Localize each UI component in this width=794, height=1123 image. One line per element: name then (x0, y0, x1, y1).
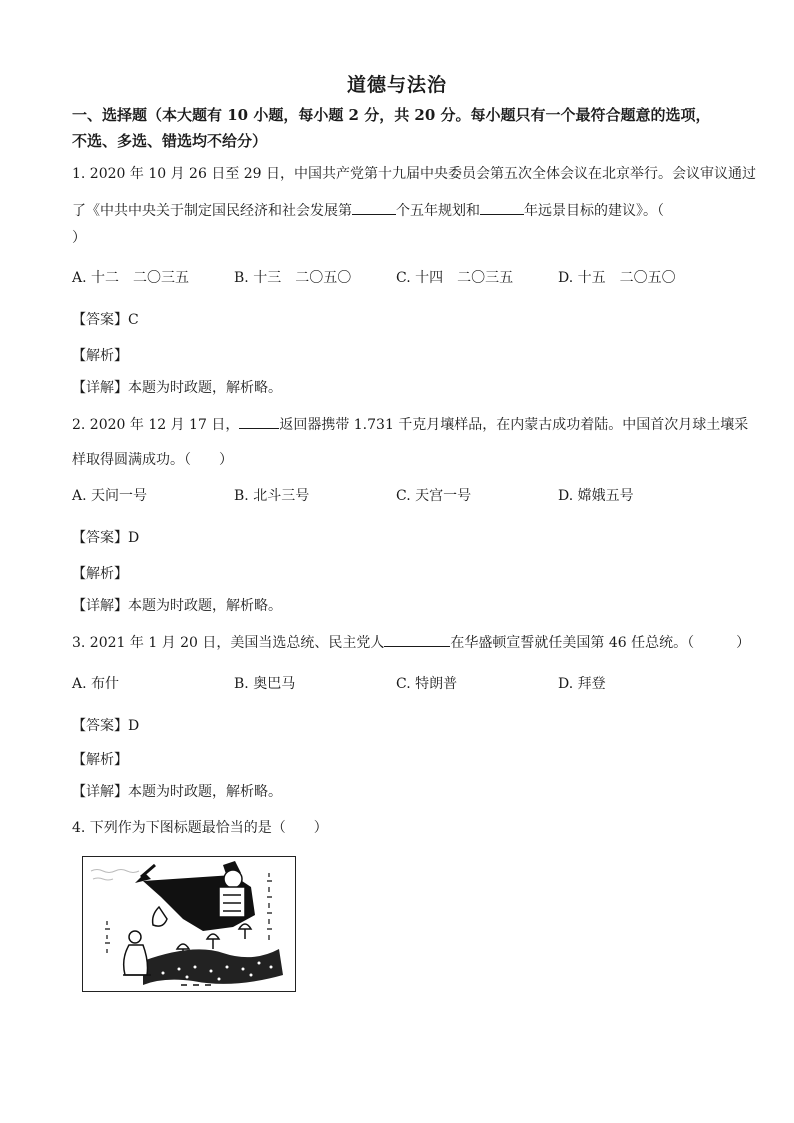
detail-label: 【详解】 (72, 598, 128, 614)
q2-stem-part-b: 返回器携带 1.731 千克月壤样品，在内蒙古成功着陆。中国首次月球土壤采 (279, 417, 749, 433)
q3-option-c[interactable]: C. 特朗普 (396, 676, 458, 692)
q3-answer-value: D (128, 718, 140, 734)
q1-answer (72, 310, 732, 330)
q2-answer-value: D (128, 530, 140, 546)
q1-stem-part-c: 年远景目标的建议》。（ (524, 203, 664, 219)
q1-blank-1 (352, 200, 396, 215)
q1-option-a[interactable]: A. 十二 二〇三五 (72, 270, 190, 286)
q1-stem-part-b: 个五年规划和 (396, 203, 480, 219)
page-title: 道德与法治 (346, 74, 447, 96)
q2-option-a[interactable]: A. 天问一号 (72, 488, 148, 504)
section-heading-line1: 一、选择题（本大题有 10 小题，每小题 2 分，共 20 分。每小题只有一个最符合题意的选项， (72, 106, 711, 124)
q1-option-d[interactable]: D. 十五 二〇五〇 (558, 270, 676, 286)
q3-option-a[interactable]: A. 布什 (72, 676, 120, 692)
answer-label: 【答案】 (72, 530, 128, 546)
q1-detail (72, 378, 732, 398)
q1-stem-part-a: 了《中共中央关于制定国民经济和社会发展第 (72, 203, 352, 219)
q3-blank (384, 632, 450, 647)
q3-analysis-label: 【解析】 (72, 752, 128, 768)
q2-stem-part-a: 2. 2020 年 12 月 17 日， (72, 417, 240, 433)
section-heading-line2: 不选、多选、错选均不给分） (72, 132, 268, 150)
q2-detail-text: 本题为时政题，解析略。 (128, 598, 282, 614)
q3-detail-text: 本题为时政题，解析略。 (128, 784, 282, 800)
q3-stem-line1 (72, 632, 751, 653)
q3-detail (72, 782, 732, 802)
q2-detail (72, 596, 732, 616)
q2-option-b[interactable]: B. 北斗三号 (234, 488, 310, 504)
answer-label: 【答案】 (72, 718, 128, 734)
q2-analysis-label: 【解析】 (72, 566, 128, 582)
q1-stem-line1: 1. 2020 年 10 月 26 日至 29 日，中国共产党第十九届中央委员会第五次全体会议在北京举行。会议审议通过 (72, 166, 757, 182)
q2-stem-line1 (72, 414, 749, 435)
q2-answer (72, 528, 732, 548)
q1-option-b[interactable]: B. 十三 二〇五〇 (234, 270, 352, 286)
q2-stem-line2: 样取得圆满成功。（ ） (72, 452, 233, 468)
cartoon-drawing (83, 857, 295, 991)
q2-blank (239, 414, 279, 429)
detail-label: 【详解】 (72, 784, 128, 800)
q1-stem-line3: ） (72, 230, 86, 246)
q3-stem-part-a: 3. 2021 年 1 月 20 日，美国当选总统、民主党人 (72, 635, 385, 651)
detail-label: 【详解】 (72, 380, 128, 396)
q2-option-c[interactable]: C. 天宫一号 (396, 488, 472, 504)
q2-option-d[interactable]: D. 嫦娥五号 (558, 488, 634, 504)
q1-blank-2 (480, 200, 524, 215)
q3-answer (72, 716, 732, 736)
q1-analysis-label: 【解析】 (72, 348, 128, 364)
q1-option-c[interactable]: C. 十四 二〇三五 (396, 270, 514, 286)
q1-detail-text: 本题为时政题，解析略。 (128, 380, 282, 396)
q4-stem-line1: 4. 下列作为下图标题最恰当的是（ ） (72, 820, 328, 836)
q3-option-d[interactable]: D. 拜登 (558, 676, 606, 692)
cartoon-illustration (82, 856, 296, 992)
q3-option-b[interactable]: B. 奥巴马 (234, 676, 296, 692)
q1-stem-line2 (72, 200, 732, 221)
q3-stem-part-b: 在华盛顿宣誓就任美国第 46 任总统。（ ） (450, 635, 751, 651)
q1-answer-value: C (128, 312, 139, 328)
answer-label: 【答案】 (72, 312, 128, 328)
